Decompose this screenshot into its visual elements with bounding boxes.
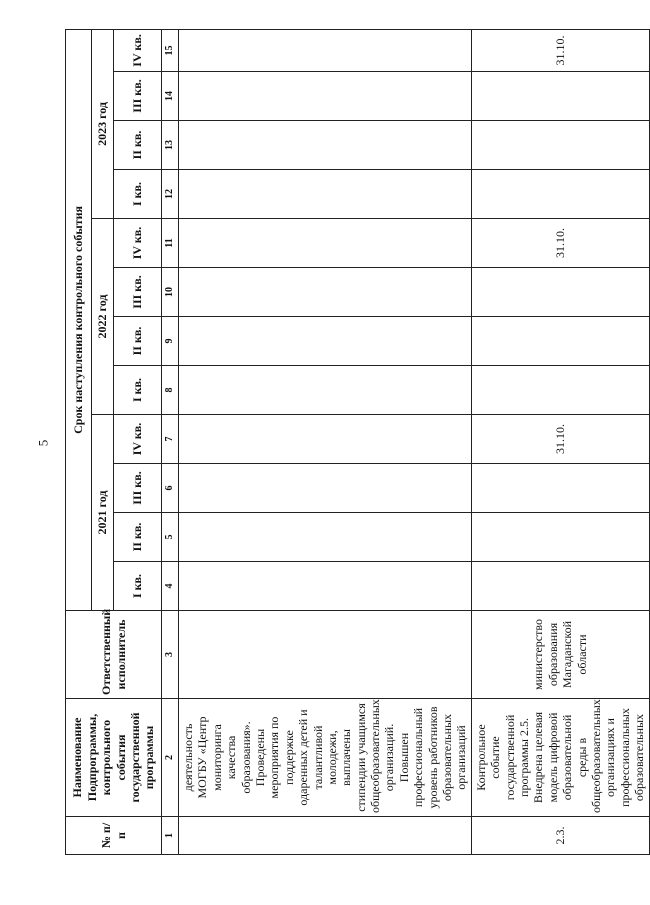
column-number: 1 <box>162 817 179 855</box>
quarter-cell <box>179 121 472 170</box>
quarter-cell <box>471 513 649 562</box>
column-number: 2 <box>162 699 179 817</box>
header-quarter: I кв. <box>114 170 162 219</box>
rotated-table-wrapper <box>65 30 647 855</box>
quarter-cell <box>471 317 649 366</box>
column-number: 5 <box>162 513 179 562</box>
quarter-cell <box>179 513 472 562</box>
executor: министерство образования Магаданской области <box>471 611 649 699</box>
event-name: деятельность МОГБУ «Центр мониторинга качества образования». Проведены мероприятия по поддержке одаренных детей и талантливой молодежи, выплачены стипендии учащимся общеобразовательных организаций. Повышен профессиональный уровень работников образовательных организаций <box>179 699 472 817</box>
column-number: 10 <box>162 268 179 317</box>
row-number: 2.3. <box>471 817 649 855</box>
column-number: 7 <box>162 415 179 464</box>
header-num: № п/п <box>66 817 162 855</box>
quarter-cell <box>471 170 649 219</box>
header-deadline: Срок наступления контрольного события <box>66 29 92 610</box>
column-number: 3 <box>162 611 179 699</box>
header-quarter: III кв. <box>114 72 162 121</box>
column-number: 4 <box>162 562 179 611</box>
quarter-cell <box>179 268 472 317</box>
quarter-cell <box>179 464 472 513</box>
quarter-cell <box>179 72 472 121</box>
column-number: 9 <box>162 317 179 366</box>
header-quarter: II кв. <box>114 121 162 170</box>
quarter-cell: 31.10. <box>471 29 649 71</box>
executor <box>179 611 472 699</box>
quarter-cell: 31.10. <box>471 219 649 268</box>
header-quarter: II кв. <box>114 513 162 562</box>
header-quarter: III кв. <box>114 268 162 317</box>
control-events-table <box>65 29 650 855</box>
header-quarter: I кв. <box>114 366 162 415</box>
quarter-cell <box>471 464 649 513</box>
header-quarter: IV кв. <box>114 219 162 268</box>
header-year-2021: 2021 год <box>92 415 114 611</box>
column-number: 6 <box>162 464 179 513</box>
quarter-cell <box>179 366 472 415</box>
page-number: 5 <box>35 439 51 447</box>
quarter-cell <box>471 562 649 611</box>
quarter-cell <box>179 170 472 219</box>
column-number: 15 <box>162 29 179 71</box>
column-number: 8 <box>162 366 179 415</box>
header-name: Наименование Подпрограммы, контрольного события государственной программы <box>66 699 162 817</box>
header-quarter: II кв. <box>114 317 162 366</box>
header-year-2023: 2023 год <box>92 29 114 218</box>
quarter-cell <box>471 268 649 317</box>
column-number: 14 <box>162 72 179 121</box>
quarter-cell <box>179 317 472 366</box>
column-number: 13 <box>162 121 179 170</box>
header-quarter: IV кв. <box>114 29 162 71</box>
event-name: Контрольное событие государственной программы 2.5. Внедрена целевая модель цифровой образовательной среды в общеобразовательных организациях и профессиональных образовательных <box>471 699 649 817</box>
header-quarter: III кв. <box>114 464 162 513</box>
table-row <box>179 29 472 854</box>
header-executor: Ответственный исполнитель <box>66 611 162 699</box>
header-quarter: I кв. <box>114 562 162 611</box>
quarter-cell <box>471 72 649 121</box>
quarter-cell <box>179 562 472 611</box>
row-number <box>179 817 472 855</box>
header-year-2022: 2022 год <box>92 219 114 415</box>
column-number: 11 <box>162 219 179 268</box>
quarter-cell <box>471 366 649 415</box>
header-quarter: IV кв. <box>114 415 162 464</box>
quarter-cell <box>179 29 472 71</box>
quarter-cell: 31.10. <box>471 415 649 464</box>
quarter-cell <box>179 219 472 268</box>
column-number: 12 <box>162 170 179 219</box>
table-row <box>471 29 649 854</box>
quarter-cell <box>471 121 649 170</box>
quarter-cell <box>179 415 472 464</box>
